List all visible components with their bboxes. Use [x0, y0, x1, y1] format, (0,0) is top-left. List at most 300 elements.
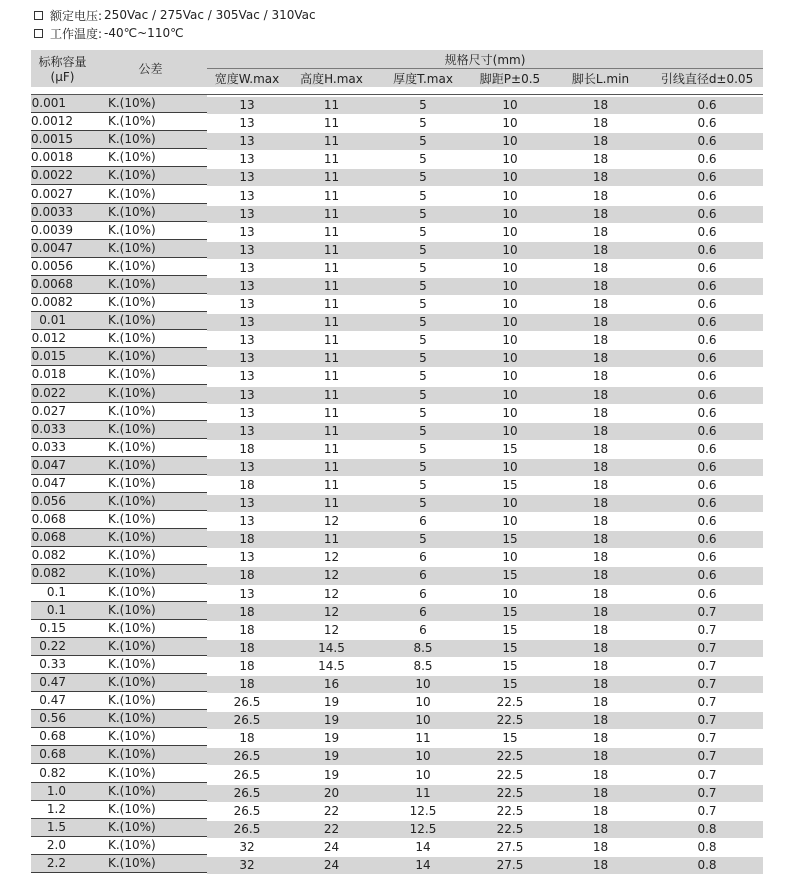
cell-capacitance: 0.0082 — [31, 294, 94, 312]
cell-lead-length: 18 — [550, 639, 651, 657]
cell-tolerance: K.(10%) — [94, 619, 207, 637]
cell-height: 11 — [287, 368, 376, 386]
cell-thickness: 5 — [376, 476, 470, 494]
cell-lead-diameter: 0.6 — [651, 513, 763, 531]
cell-lead-length: 18 — [550, 585, 651, 603]
table-row — [31, 438, 763, 456]
table-row — [31, 692, 763, 710]
cell-thickness: 6 — [376, 567, 470, 585]
cell-thickness: 5 — [376, 205, 470, 223]
cell-thickness: 11 — [376, 784, 470, 802]
cell-height: 11 — [287, 151, 376, 169]
cell-width: 13 — [207, 404, 287, 422]
cell-height: 12 — [287, 621, 376, 639]
cell-height: 19 — [287, 730, 376, 748]
header-dimensions-group: 规格尺寸(mm) — [207, 50, 763, 69]
cell-tolerance: K.(10%) — [94, 764, 207, 782]
table-row — [31, 782, 763, 800]
table-row — [31, 113, 763, 131]
cell-pitch: 10 — [470, 549, 550, 567]
cell-tolerance: K.(10%) — [94, 655, 207, 673]
cell-lead-diameter: 0.6 — [651, 476, 763, 494]
cell-thickness: 11 — [376, 730, 470, 748]
cell-lead-length: 18 — [550, 784, 651, 802]
cell-tolerance: K.(10%) — [94, 800, 207, 818]
cell-pitch: 27.5 — [470, 838, 550, 856]
cell-thickness: 6 — [376, 513, 470, 531]
cell-thickness: 5 — [376, 440, 470, 458]
cell-height: 12 — [287, 585, 376, 603]
cell-tolerance: K.(10%) — [94, 601, 207, 619]
cell-lead-diameter: 0.6 — [651, 549, 763, 567]
cell-pitch: 15 — [470, 657, 550, 675]
cell-lead-length: 18 — [550, 404, 651, 422]
cell-lead-diameter: 0.7 — [651, 784, 763, 802]
table-row — [31, 547, 763, 565]
cell-height: 12 — [287, 603, 376, 621]
cell-capacitance: 0.068 — [31, 511, 94, 529]
table-body — [31, 95, 763, 873]
cell-pitch: 10 — [470, 386, 550, 404]
cell-thickness: 10 — [376, 694, 470, 712]
cell-capacitance: 0.33 — [31, 655, 94, 673]
cell-thickness: 6 — [376, 585, 470, 603]
cell-lead-diameter: 0.6 — [651, 277, 763, 295]
cell-pitch: 22.5 — [470, 820, 550, 838]
cell-capacitance: 0.056 — [31, 493, 94, 511]
cell-tolerance: K.(10%) — [94, 637, 207, 655]
cell-capacitance: 0.15 — [31, 619, 94, 637]
cell-thickness: 14 — [376, 856, 470, 874]
cell-lead-diameter: 0.7 — [651, 712, 763, 730]
table-row — [31, 818, 763, 836]
cell-tolerance: K.(10%) — [94, 493, 207, 511]
table-row — [31, 420, 763, 438]
cell-height: 11 — [287, 386, 376, 404]
cell-thickness: 14 — [376, 838, 470, 856]
cell-thickness: 5 — [376, 241, 470, 259]
table-row — [31, 131, 763, 149]
cell-capacitance: 0.82 — [31, 764, 94, 782]
cell-lead-diameter: 0.6 — [651, 241, 763, 259]
cell-width: 26.5 — [207, 694, 287, 712]
cell-capacitance: 1.5 — [31, 818, 94, 836]
cell-width: 26.5 — [207, 802, 287, 820]
cell-tolerance: K.(10%) — [94, 438, 207, 456]
cell-width: 13 — [207, 386, 287, 404]
cell-height: 11 — [287, 277, 376, 295]
cell-width: 13 — [207, 296, 287, 314]
cell-tolerance: K.(10%) — [94, 782, 207, 800]
cell-height: 24 — [287, 856, 376, 874]
cell-pitch: 10 — [470, 151, 550, 169]
cell-pitch: 22.5 — [470, 712, 550, 730]
table-row — [31, 456, 763, 474]
cell-tolerance: K.(10%) — [94, 330, 207, 348]
cell-thickness: 10 — [376, 766, 470, 784]
cell-pitch: 10 — [470, 169, 550, 187]
cell-pitch: 22.5 — [470, 694, 550, 712]
cell-thickness: 8.5 — [376, 657, 470, 675]
table-row — [31, 854, 763, 872]
cell-width: 13 — [207, 549, 287, 567]
cell-width: 13 — [207, 585, 287, 603]
cell-lead-length: 18 — [550, 657, 651, 675]
cell-lead-diameter: 0.8 — [651, 838, 763, 856]
table-row — [31, 221, 763, 239]
cell-lead-diameter: 0.6 — [651, 422, 763, 440]
cell-lead-diameter: 0.6 — [651, 531, 763, 549]
header-lead-diameter: 引线直径d±0.05 — [651, 69, 763, 88]
cell-lead-length: 18 — [550, 694, 651, 712]
table-row — [31, 348, 763, 366]
spec-label: 工作温度: — [50, 26, 103, 41]
cell-height: 19 — [287, 766, 376, 784]
cell-thickness: 6 — [376, 621, 470, 639]
cell-height: 12 — [287, 513, 376, 531]
table-row — [31, 203, 763, 221]
cell-height: 12 — [287, 567, 376, 585]
cell-lead-length: 18 — [550, 621, 651, 639]
table-row — [31, 511, 763, 529]
cell-tolerance: K.(10%) — [94, 95, 207, 113]
cell-thickness: 5 — [376, 115, 470, 133]
header-width: 宽度W.max — [207, 69, 287, 88]
cell-lead-length: 18 — [550, 766, 651, 784]
cell-width: 13 — [207, 350, 287, 368]
table-row — [31, 384, 763, 402]
cell-lead-length: 18 — [550, 169, 651, 187]
cell-tolerance: K.(10%) — [94, 113, 207, 131]
cell-tolerance: K.(10%) — [94, 474, 207, 492]
cell-lead-length: 18 — [550, 187, 651, 205]
cell-width: 26.5 — [207, 748, 287, 766]
cell-pitch: 10 — [470, 422, 550, 440]
cell-capacitance: 0.001 — [31, 95, 94, 113]
cell-lead-length: 18 — [550, 205, 651, 223]
cell-lead-length: 18 — [550, 531, 651, 549]
cell-pitch: 10 — [470, 585, 550, 603]
cell-height: 12 — [287, 549, 376, 567]
cell-lead-diameter: 0.6 — [651, 259, 763, 277]
cell-pitch: 10 — [470, 97, 550, 115]
cell-tolerance: K.(10%) — [94, 149, 207, 167]
cell-pitch: 10 — [470, 259, 550, 277]
header-spacer — [31, 87, 763, 95]
table-row — [31, 330, 763, 348]
cell-height: 11 — [287, 476, 376, 494]
cell-thickness: 5 — [376, 422, 470, 440]
cell-pitch: 10 — [470, 277, 550, 295]
cell-thickness: 5 — [376, 296, 470, 314]
cell-lead-diameter: 0.6 — [651, 205, 763, 223]
cell-lead-length: 18 — [550, 422, 651, 440]
cell-capacitance: 0.047 — [31, 456, 94, 474]
cell-lead-diameter: 0.6 — [651, 223, 763, 241]
cell-lead-length: 18 — [550, 223, 651, 241]
cell-tolerance: K.(10%) — [94, 420, 207, 438]
cell-thickness: 5 — [376, 187, 470, 205]
cell-lead-diameter: 0.7 — [651, 730, 763, 748]
cell-capacitance: 1.2 — [31, 800, 94, 818]
cell-width: 18 — [207, 657, 287, 675]
cell-height: 11 — [287, 404, 376, 422]
cell-capacitance: 0.022 — [31, 384, 94, 402]
header-height: 高度H.max — [287, 69, 376, 88]
cell-lead-diameter: 0.7 — [651, 657, 763, 675]
cell-lead-length: 18 — [550, 603, 651, 621]
cell-capacitance: 0.015 — [31, 348, 94, 366]
cell-pitch: 15 — [470, 730, 550, 748]
cell-lead-diameter: 0.6 — [651, 386, 763, 404]
cell-width: 13 — [207, 332, 287, 350]
table-row — [31, 493, 763, 511]
table-row — [31, 239, 763, 257]
cell-height: 19 — [287, 694, 376, 712]
cell-pitch: 10 — [470, 133, 550, 151]
cell-lead-diameter: 0.7 — [651, 748, 763, 766]
cell-lead-length: 18 — [550, 151, 651, 169]
cell-width: 13 — [207, 151, 287, 169]
cell-width: 13 — [207, 187, 287, 205]
table-row — [31, 257, 763, 275]
table-row — [31, 800, 763, 818]
cell-tolerance: K.(10%) — [94, 547, 207, 565]
cell-tolerance: K.(10%) — [94, 366, 207, 384]
cell-thickness: 5 — [376, 133, 470, 151]
table-row — [31, 366, 763, 384]
cell-capacitance: 0.68 — [31, 746, 94, 764]
table-row — [31, 402, 763, 420]
cell-lead-diameter: 0.7 — [651, 766, 763, 784]
cell-height: 11 — [287, 187, 376, 205]
cell-width: 13 — [207, 513, 287, 531]
cell-pitch: 10 — [470, 223, 550, 241]
cell-pitch: 27.5 — [470, 856, 550, 874]
cell-lead-length: 18 — [550, 350, 651, 368]
cell-width: 13 — [207, 259, 287, 277]
cell-capacitance: 0.68 — [31, 728, 94, 746]
cell-height: 11 — [287, 205, 376, 223]
cell-tolerance: K.(10%) — [94, 583, 207, 601]
cell-width: 13 — [207, 133, 287, 151]
cell-lead-length: 18 — [550, 314, 651, 332]
cell-capacitance: 0.01 — [31, 312, 94, 330]
table-row — [31, 149, 763, 167]
cell-lead-diameter: 0.7 — [651, 621, 763, 639]
cell-capacitance: 0.56 — [31, 710, 94, 728]
table-row — [31, 674, 763, 692]
cell-lead-diameter: 0.6 — [651, 97, 763, 115]
cell-capacitance: 0.1 — [31, 601, 94, 619]
cell-tolerance: K.(10%) — [94, 746, 207, 764]
header-pitch: 脚距P±0.5 — [470, 69, 550, 88]
table-row — [31, 474, 763, 492]
cell-pitch: 22.5 — [470, 766, 550, 784]
cell-height: 11 — [287, 422, 376, 440]
cell-lead-length: 18 — [550, 277, 651, 295]
cell-capacitance: 0.027 — [31, 402, 94, 420]
cell-width: 13 — [207, 458, 287, 476]
cell-height: 11 — [287, 259, 376, 277]
table-row — [31, 167, 763, 185]
cell-pitch: 15 — [470, 567, 550, 585]
table-row — [31, 95, 763, 113]
cell-lead-length: 18 — [550, 368, 651, 386]
cell-tolerance: K.(10%) — [94, 239, 207, 257]
cell-lead-diameter: 0.6 — [651, 495, 763, 513]
cell-width: 13 — [207, 97, 287, 115]
table-row — [31, 601, 763, 619]
cell-pitch: 10 — [470, 205, 550, 223]
cell-pitch: 15 — [470, 531, 550, 549]
header-capacitance: 标称容量(μF) — [31, 50, 94, 87]
cell-height: 11 — [287, 458, 376, 476]
cell-lead-diameter: 0.7 — [651, 694, 763, 712]
cell-height: 11 — [287, 314, 376, 332]
cell-lead-length: 18 — [550, 676, 651, 694]
cell-lead-length: 18 — [550, 458, 651, 476]
cell-height: 11 — [287, 97, 376, 115]
cell-tolerance: K.(10%) — [94, 710, 207, 728]
cell-thickness: 5 — [376, 223, 470, 241]
cell-lead-diameter: 0.6 — [651, 567, 763, 585]
cell-thickness: 5 — [376, 368, 470, 386]
cell-thickness: 10 — [376, 676, 470, 694]
cell-width: 18 — [207, 639, 287, 657]
cell-thickness: 5 — [376, 332, 470, 350]
cell-thickness: 5 — [376, 386, 470, 404]
cell-capacitance: 0.0015 — [31, 131, 94, 149]
cell-tolerance: K.(10%) — [94, 402, 207, 420]
cell-thickness: 12.5 — [376, 820, 470, 838]
cell-thickness: 5 — [376, 97, 470, 115]
header-thickness: 厚度T.max — [376, 69, 470, 88]
cell-lead-diameter: 0.6 — [651, 314, 763, 332]
cell-lead-diameter: 0.7 — [651, 639, 763, 657]
cell-capacitance: 2.0 — [31, 836, 94, 854]
cell-pitch: 15 — [470, 440, 550, 458]
cell-width: 13 — [207, 115, 287, 133]
cell-tolerance: K.(10%) — [94, 294, 207, 312]
checkbox-icon — [34, 11, 43, 20]
cell-lead-length: 18 — [550, 549, 651, 567]
cell-thickness: 5 — [376, 314, 470, 332]
table-row — [31, 565, 763, 583]
cell-width: 13 — [207, 277, 287, 295]
cell-height: 11 — [287, 350, 376, 368]
cell-pitch: 10 — [470, 404, 550, 422]
cell-lead-diameter: 0.6 — [651, 115, 763, 133]
cell-width: 13 — [207, 169, 287, 187]
cell-width: 13 — [207, 495, 287, 513]
cell-lead-diameter: 0.8 — [651, 856, 763, 874]
cell-width: 32 — [207, 838, 287, 856]
table-row — [31, 728, 763, 746]
cell-height: 11 — [287, 223, 376, 241]
checkbox-icon — [34, 29, 43, 38]
table-row — [31, 583, 763, 601]
cell-pitch: 22.5 — [470, 784, 550, 802]
cell-width: 26.5 — [207, 766, 287, 784]
cell-thickness: 5 — [376, 151, 470, 169]
cell-thickness: 6 — [376, 603, 470, 621]
cell-width: 13 — [207, 314, 287, 332]
spec-label: 额定电压: — [50, 8, 103, 23]
cell-tolerance: K.(10%) — [94, 185, 207, 203]
cell-tolerance: K.(10%) — [94, 818, 207, 836]
cell-lead-length: 18 — [550, 332, 651, 350]
cell-height: 11 — [287, 440, 376, 458]
cell-width: 18 — [207, 676, 287, 694]
cell-tolerance: K.(10%) — [94, 348, 207, 366]
cell-height: 19 — [287, 748, 376, 766]
table-row — [31, 275, 763, 293]
cell-pitch: 10 — [470, 296, 550, 314]
cell-width: 18 — [207, 440, 287, 458]
cell-lead-diameter: 0.6 — [651, 332, 763, 350]
cell-tolerance: K.(10%) — [94, 674, 207, 692]
cell-height: 22 — [287, 802, 376, 820]
cell-capacitance: 0.033 — [31, 420, 94, 438]
cell-capacitance: 0.47 — [31, 692, 94, 710]
cell-tolerance: K.(10%) — [94, 836, 207, 854]
cell-thickness: 5 — [376, 169, 470, 187]
table-row — [31, 655, 763, 673]
cell-capacitance: 0.47 — [31, 674, 94, 692]
header-lead-length: 脚长L.min — [550, 69, 651, 88]
cell-capacitance: 0.018 — [31, 366, 94, 384]
table-row — [31, 185, 763, 203]
cell-width: 18 — [207, 621, 287, 639]
cell-lead-diameter: 0.6 — [651, 440, 763, 458]
cell-pitch: 15 — [470, 621, 550, 639]
cell-pitch: 10 — [470, 241, 550, 259]
cell-height: 11 — [287, 531, 376, 549]
cell-capacitance: 0.082 — [31, 565, 94, 583]
cell-lead-length: 18 — [550, 241, 651, 259]
cell-height: 14.5 — [287, 639, 376, 657]
cell-lead-length: 18 — [550, 476, 651, 494]
cell-tolerance: K.(10%) — [94, 221, 207, 239]
cell-thickness: 10 — [376, 712, 470, 730]
cell-pitch: 10 — [470, 187, 550, 205]
cell-width: 18 — [207, 603, 287, 621]
cell-pitch: 15 — [470, 476, 550, 494]
cell-lead-diameter: 0.6 — [651, 296, 763, 314]
cell-lead-diameter: 0.7 — [651, 603, 763, 621]
cell-width: 32 — [207, 856, 287, 874]
cell-thickness: 5 — [376, 350, 470, 368]
cell-height: 11 — [287, 169, 376, 187]
cell-width: 18 — [207, 476, 287, 494]
spec-operating-temperature — [34, 25, 184, 41]
spec-rated-voltage — [34, 7, 316, 23]
cell-height: 11 — [287, 296, 376, 314]
cell-thickness: 8.5 — [376, 639, 470, 657]
cell-height: 20 — [287, 784, 376, 802]
cell-lead-length: 18 — [550, 748, 651, 766]
cell-lead-diameter: 0.6 — [651, 350, 763, 368]
cell-width: 18 — [207, 567, 287, 585]
cell-height: 14.5 — [287, 657, 376, 675]
cell-height: 11 — [287, 115, 376, 133]
cell-thickness: 5 — [376, 458, 470, 476]
cell-lead-length: 18 — [550, 712, 651, 730]
cell-tolerance: K.(10%) — [94, 167, 207, 185]
cell-width: 13 — [207, 205, 287, 223]
cell-capacitance: 0.0033 — [31, 203, 94, 221]
